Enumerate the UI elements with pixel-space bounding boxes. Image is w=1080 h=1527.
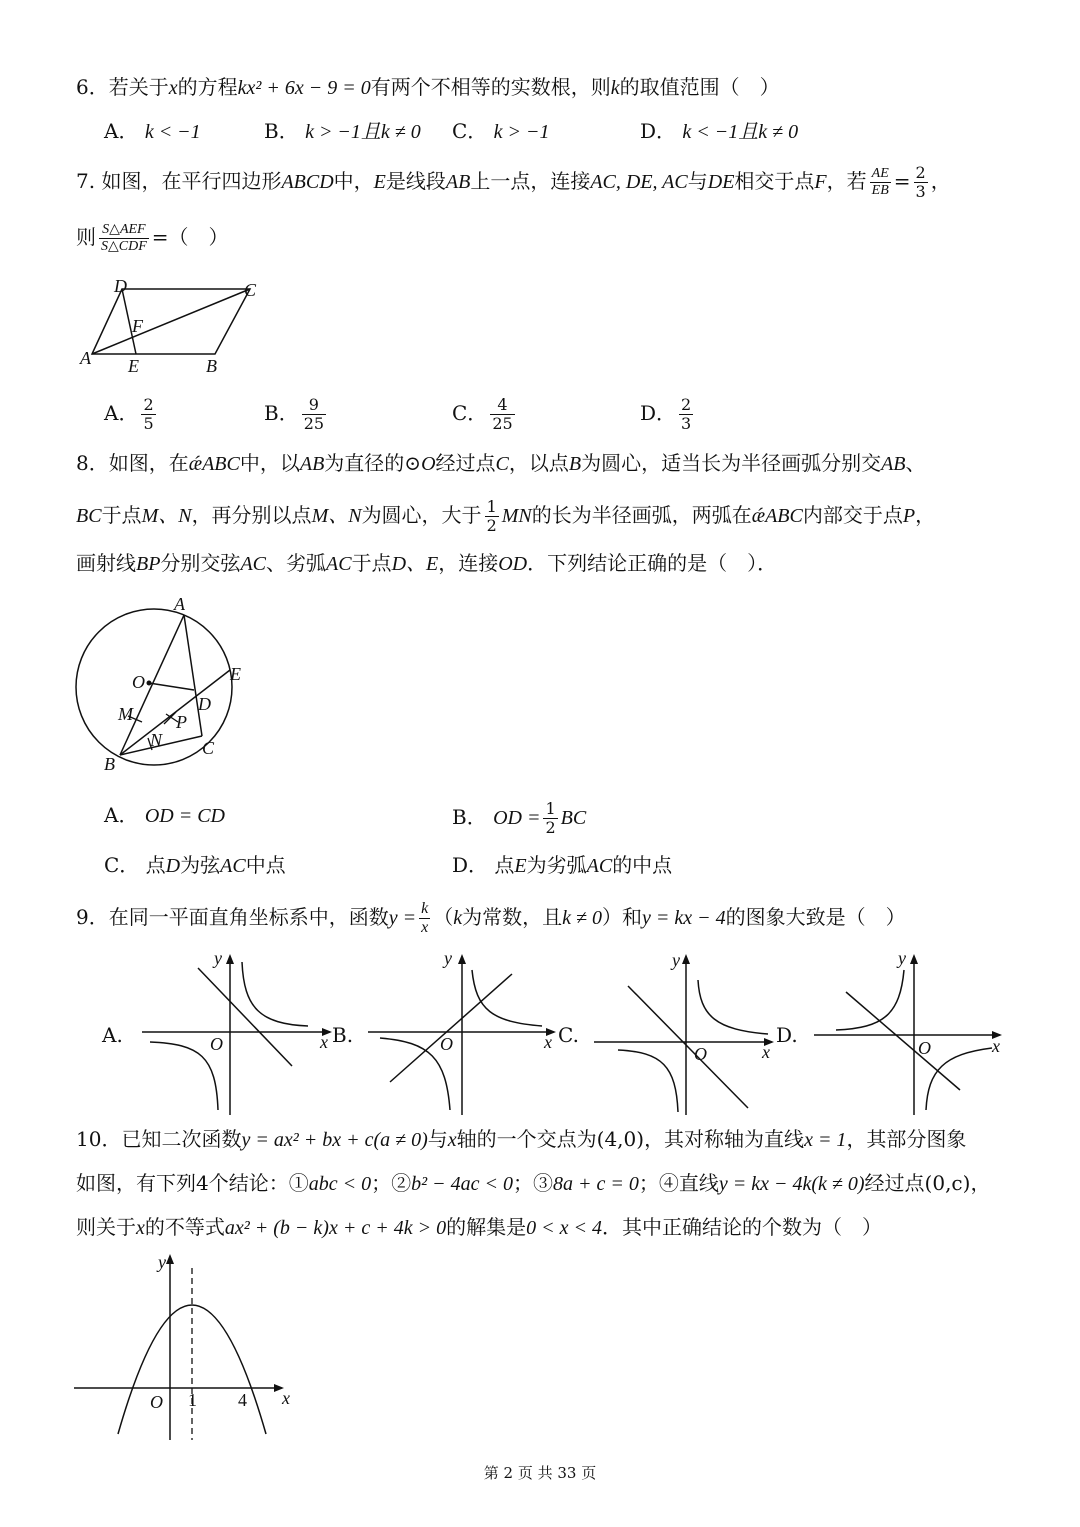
q9-a-x-label: x (320, 1032, 328, 1052)
q9-c-y-label: y (672, 950, 680, 970)
q10-tick-1: 1 (188, 1390, 197, 1410)
q8-label-c: C (202, 738, 215, 758)
q8-label-p: P (176, 712, 187, 732)
q7-label-a: A (80, 348, 91, 368)
q8-stem-line3: 画射线BP分别交弦AC、劣弧AC于点D、E，连接OD．下列结论正确的是（ ）． (76, 551, 778, 575)
q10-stem-line3: 则关于x的不等式ax² + (b − k)x + c + 4k > 0的解集是0 < x < 4．其中正确结论的个数为（ ） (76, 1215, 882, 1239)
q9-stem: 9．在同一平面直角坐标系中，函数y = $\frac{k}{x}$ （k为常数，且k ≠ 0）和y = kx − 4的图象大致是（ ） (76, 900, 906, 936)
q8-option-a: A． OD = CD (104, 803, 225, 827)
q8-option-c: C． 点D为弦AC中点 (104, 853, 286, 877)
q7-option-c: C． $\frac{4}{25}$ (452, 395, 513, 433)
q8-label-a: A (174, 594, 185, 614)
q9-b-y-label: y (444, 950, 452, 968)
q7-ratio-fraction: $\frac{AE}{EB}$ (871, 166, 889, 198)
q7-label-d: D (114, 276, 127, 296)
q10-stem-line1: 10．已知二次函数y = ax² + bx + c(a ≠ 0)与x轴的一个交点为(4,0)，其对称轴为直线x = 1，其部分图象 (76, 1127, 967, 1151)
q7-option-d: D． $\frac{2}{3}$ (640, 395, 692, 433)
q9-graph-a (140, 950, 340, 1115)
q9-d-x-label: x (992, 1036, 1000, 1056)
q9-c-origin-label: O (694, 1044, 707, 1064)
q10-parabola-figure (70, 1250, 310, 1440)
q9-option-a-label: A. (102, 1023, 123, 1047)
q6-option-a: A． k < −1 (104, 119, 201, 143)
q10-stem-line2: 如图，有下列4个结论：①abc < 0；②b² − 4ac < 0；③8a + c = 0；④直线y = kx − 4k(k ≠ 0)经过点(0,c)， (76, 1171, 991, 1195)
q9-a-origin-label: O (210, 1034, 223, 1054)
q7-option-a: A． $\frac{2}{5}$ (104, 395, 154, 433)
q8-stem-line2: BC于点M、N，再分别以点M、N为圆心，大于 $\frac{1}{2}$ MN的长为半径画弧，两弧在ǽABC内部交于点P， (76, 497, 936, 535)
q7-option-b: B． $\frac{9}{25}$ (264, 395, 325, 433)
q6-option-d: D． k < −1且k ≠ 0 (640, 119, 799, 143)
q8-option-b: B． OD = $\frac{1}{2}$ BC (452, 799, 587, 837)
q9-d-y-label: y (898, 950, 906, 968)
page-footer: 第 2 页 共 33 页 (483, 1464, 597, 1482)
q8-label-e: E (230, 664, 241, 684)
q9-a-y-label: y (214, 950, 222, 968)
q8-circle-figure (60, 590, 280, 780)
q10-origin-label: O (150, 1392, 163, 1412)
q7-stem-line1: 7. 如图，在平行四边形ABCD中，E是线段AB上一点，连接AC, DE, AC与DE相交于点F，若 $\frac{AE}{EB}$ = $\frac{2}{3}$ ， (76, 163, 951, 201)
q9-b-x-label: x (544, 1032, 552, 1052)
q8-option-d: D． 点E为劣弧AC的中点 (452, 853, 673, 877)
q10-tick-4: 4 (238, 1390, 247, 1410)
q7-area-fraction: S△AEF S△CDF (101, 222, 147, 254)
q7-parallelogram-figure (70, 274, 270, 378)
q6-option-b: B． k > −1且k ≠ 0 (264, 119, 421, 143)
q8-label-o: O (132, 672, 145, 692)
q10-y-label: y (158, 1252, 166, 1272)
q8-label-d: D (198, 694, 211, 714)
q7-label-e: E (128, 356, 139, 376)
q8-label-n: N (150, 730, 163, 750)
q9-b-origin-label: O (440, 1034, 453, 1054)
q9-graph-c (592, 950, 782, 1115)
q7-label-c: C (244, 280, 257, 300)
q7-stem-line2: 则 S△AEF S△CDF =（ ） (76, 222, 229, 254)
q7-label-b: B (206, 356, 217, 376)
q8-label-b: B (104, 754, 115, 774)
q9-c-x-label: x (762, 1042, 770, 1062)
q9-option-d-label: D. (776, 1023, 798, 1047)
q9-graph-d (810, 950, 1020, 1115)
q8-label-m: M (118, 704, 133, 724)
q6-option-c: C． k > −1 (452, 119, 550, 143)
q7-label-f: F (132, 316, 143, 336)
q7-ratio-value: $\frac{2}{3}$ (915, 163, 926, 201)
q8-stem-line1: 8．如图，在ǽABC中，以AB为直径的⊙O经过点C，以点B为圆心，适当长为半径画弧分别交AB、 (76, 451, 926, 475)
q9-option-c-label: C. (558, 1023, 579, 1047)
q9-option-b-label: B. (332, 1023, 354, 1047)
q10-x-label: x (282, 1388, 290, 1408)
q9-d-origin-label: O (918, 1038, 931, 1058)
q6-stem: 6．若关于x的方程kx² + 6x − 9 = 0有两个不相等的实数根，则k的取值范围（ ） (76, 75, 780, 99)
q9-graph-b (366, 950, 566, 1115)
